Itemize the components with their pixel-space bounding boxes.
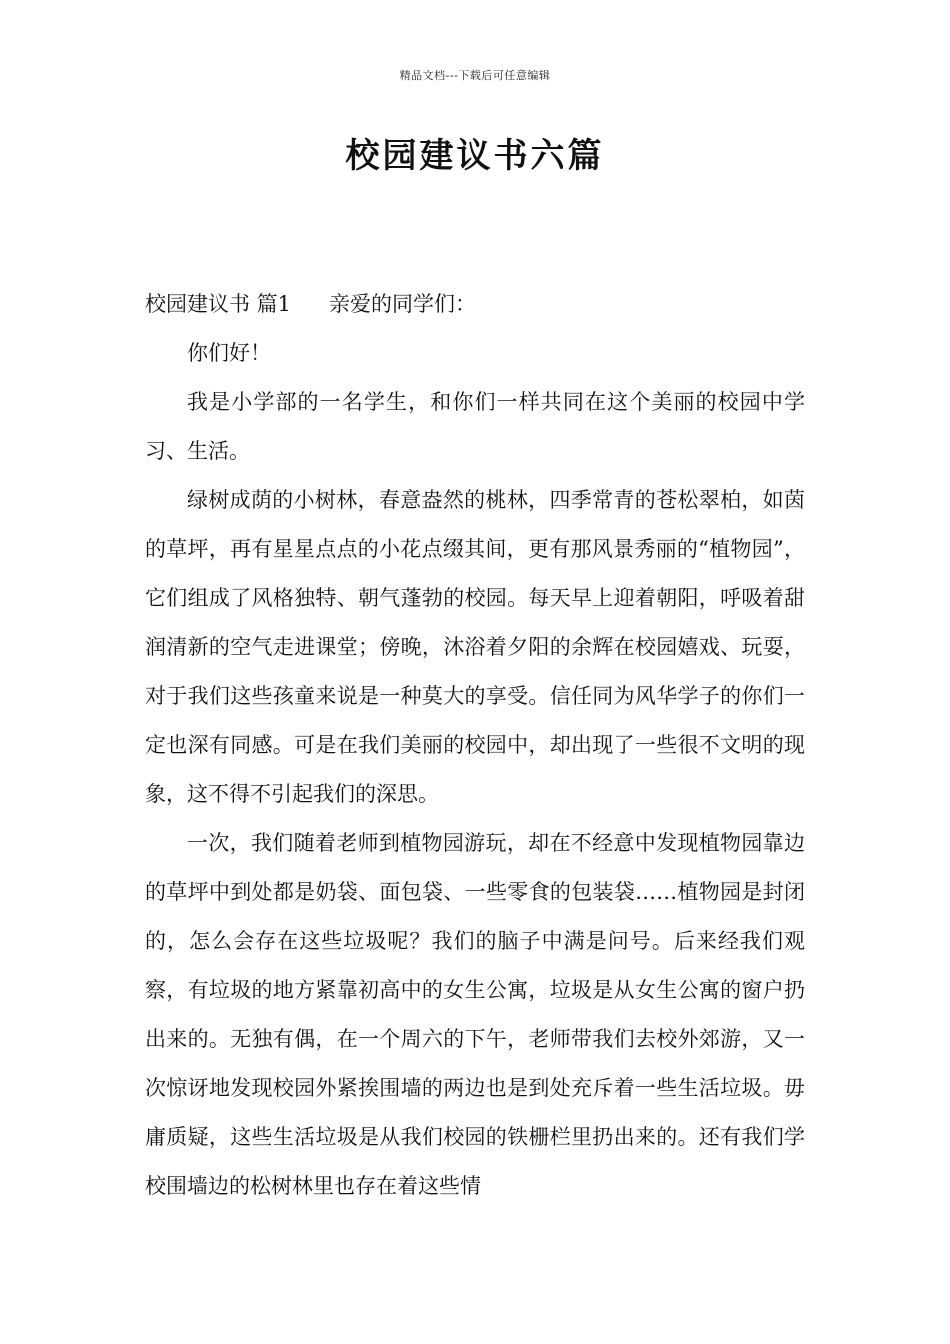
paragraph-litter-discovery: 一次，我们随着老师到植物园游玩，却在不经意中发现植物园靠边的草坪中到处都是奶袋、面包袋、一些零食的包装袋……植物园是封闭的，怎么会存在这些垃圾呢？我们的脑子中满是问号。后来经我们观察，有垃圾的地方紧靠初高中的女生公寓，垃圾是从女生公寓的窗户扔出来的。无独有偶，在一个周六的下午，老师带我们去校外郊游，又一次惊讶地发现校园外紧挨围墙的两边也是到处充斥着一些生活垃圾。毋庸质疑，这些生活垃圾是从我们校园的铁栅栏里扔出来的。还有我们学校围墙边的松树林里也存在着这些情 [145, 831, 805, 1198]
paragraph-campus-description: 绿树成荫的小树林，春意盎然的桃林，四季常青的苍松翠柏，如茵的草坪，再有星星点点的小花点缀其间，更有那风景秀丽的“植物园”，它们组成了风格独特、朝气蓬勃的校园。每天早上迎着朝阳，呼吸着甜润清新的空气走进课堂；傍晚，沐浴着夕阳的余辉在校园嬉戏、玩耍，对于我们这些孩童来说是一种莫大的享受。信任同为风华学子的你们一定也深有同感。可是在我们美丽的校园中，却出现了一些很不文明的现象，这不得不引起我们的深思。 [145, 488, 805, 806]
section-heading-line [145, 280, 805, 329]
document-body [145, 280, 805, 1211]
paragraph-greeting: 你们好！ [187, 341, 271, 365]
document-title: 校园建议书六篇 [345, 136, 605, 176]
salutation: 亲爱的同学们： [329, 292, 477, 316]
section-label: 校园建议书 篇1 [145, 292, 292, 316]
page-header-watermark: 精品文档---下载后可任意编辑 [399, 69, 551, 82]
paragraph-intro: 我是小学部的一名学生，和你们一样共同在这个美丽的校园中学习、生活。 [145, 390, 805, 463]
